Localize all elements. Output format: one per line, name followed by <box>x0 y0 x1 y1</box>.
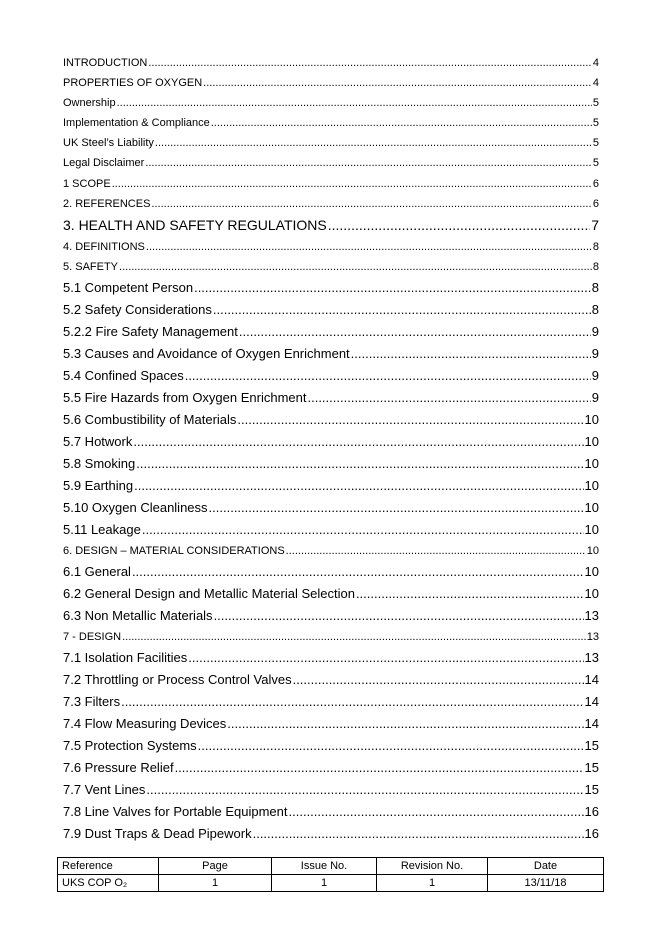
toc-entry-title: 5.11 Leakage <box>63 521 141 537</box>
toc-leader-dots <box>214 605 584 627</box>
toc-entry-page: 15 <box>584 759 599 775</box>
toc-entry[interactable] <box>63 823 599 845</box>
toc-entry-page: 5 <box>592 157 599 170</box>
toc-entry-page: 10 <box>586 544 599 557</box>
toc-entry-title: 6.3 Non Metallic Materials <box>63 607 213 623</box>
toc-entry-title: 5.6 Combustibility of Materials <box>63 411 237 427</box>
toc-leader-dots <box>203 73 592 93</box>
toc-leader-dots <box>136 453 583 475</box>
toc-leader-dots <box>121 691 583 713</box>
footer-page-value: 1 <box>159 875 272 892</box>
toc-entry-page: 4 <box>592 77 599 90</box>
toc-entry[interactable] <box>63 53 599 73</box>
toc-leader-dots <box>142 519 584 541</box>
toc-entry-page: 5 <box>592 137 599 150</box>
toc-entry-title: 5.4 Confined Spaces <box>63 367 184 383</box>
toc-leader-dots <box>117 93 592 113</box>
footer-value-row <box>58 875 604 892</box>
toc-entry-page: 10 <box>584 585 599 601</box>
toc-leader-dots <box>237 409 583 431</box>
toc-entry-title: 7.1 Isolation Facilities <box>63 649 188 665</box>
toc-entry-page: 8 <box>592 240 599 253</box>
toc-entry[interactable] <box>63 133 599 153</box>
toc-entry-title: 6.2 General Design and Metallic Material Selection <box>63 585 355 601</box>
toc-entry-title: 2. REFERENCES <box>63 197 151 210</box>
toc-leader-dots <box>146 237 592 257</box>
toc-leader-dots <box>351 343 591 365</box>
toc-entry-page: 13 <box>586 630 599 643</box>
footer-header-row <box>58 858 604 875</box>
toc-leader-dots <box>213 299 591 321</box>
footer-revision-value: 1 <box>377 875 488 892</box>
toc-entry-page: 9 <box>591 345 599 361</box>
toc-leader-dots <box>209 497 584 519</box>
toc-entry-title: 7.8 Line Valves for Portable Equipment <box>63 803 288 819</box>
toc-entry[interactable] <box>63 647 599 669</box>
toc-leader-dots <box>133 431 583 453</box>
toc-entry-title: UK Steel’s Liability <box>63 137 154 150</box>
toc-entry-page: 8 <box>591 301 599 317</box>
toc-entry-page: 16 <box>584 803 599 819</box>
toc-entry-page: 6 <box>592 177 599 190</box>
toc-entry-page: 6 <box>592 197 599 210</box>
table-of-contents <box>63 53 599 845</box>
toc-entry-title: 7.9 Dust Traps & Dead Pipework <box>63 825 252 841</box>
toc-entry-page: 10 <box>584 499 599 515</box>
toc-leader-dots <box>122 627 586 647</box>
toc-entry[interactable] <box>63 73 599 93</box>
toc-entry-title: 6. DESIGN – MATERIAL CONSIDERATIONS <box>63 544 285 557</box>
toc-entry-title: 5.2.2 Fire Safety Management <box>63 323 238 339</box>
footer-reference-value: UKS COP O₂ <box>58 875 159 892</box>
toc-entry-title: INTRODUCTION <box>63 57 148 69</box>
toc-entry-page: 7 <box>591 216 599 233</box>
toc-entry-title: Implementation & Compliance <box>63 117 210 130</box>
toc-entry-page: 10 <box>584 411 599 427</box>
toc-entry-page: 13 <box>584 649 599 665</box>
footer-header-reference: Reference <box>58 858 159 875</box>
toc-leader-dots <box>356 583 584 605</box>
toc-leader-dots <box>185 365 591 387</box>
document-control-table <box>57 857 604 892</box>
toc-entry-page: 5 <box>592 97 599 110</box>
footer-header-page: Page <box>159 858 272 875</box>
toc-leader-dots <box>155 133 592 153</box>
footer-date-value: 13/11/18 <box>488 875 604 892</box>
toc-leader-dots <box>239 321 591 343</box>
toc-entry-title: 7.4 Flow Measuring Devices <box>63 715 227 731</box>
toc-entry-title: 5.7 Hotwork <box>63 433 133 449</box>
toc-leader-dots <box>286 541 586 561</box>
toc-entry-title: 5.1 Competent Person <box>63 279 194 295</box>
toc-entry-page: 10 <box>584 521 599 537</box>
toc-entry[interactable] <box>63 237 599 257</box>
toc-entry[interactable] <box>63 257 599 277</box>
toc-entry[interactable] <box>63 757 599 779</box>
footer-header-revision: Revision No. <box>377 858 488 875</box>
toc-entry-title: Ownership <box>63 97 116 110</box>
toc-entry-page: 16 <box>584 825 599 841</box>
toc-entry[interactable] <box>63 153 599 173</box>
toc-entry[interactable] <box>63 214 599 237</box>
toc-entry-title: 7.2 Throttling or Process Control Valves <box>63 671 292 687</box>
toc-leader-dots <box>307 387 590 409</box>
toc-entry-title: 5.10 Oxygen Cleanliness <box>63 499 208 515</box>
toc-leader-dots <box>148 53 592 73</box>
toc-entry-title: 7.3 Filters <box>63 693 121 709</box>
toc-entry-title: 5. SAFETY <box>63 260 119 273</box>
toc-entry-page: 9 <box>591 323 599 339</box>
toc-leader-dots <box>145 153 592 173</box>
toc-leader-dots <box>175 757 584 779</box>
toc-leader-dots <box>198 735 584 757</box>
toc-entry[interactable] <box>63 343 599 365</box>
toc-entry-title: 4. DEFINITIONS <box>63 240 145 253</box>
toc-entry-page: 10 <box>584 563 599 579</box>
toc-entry-page: 13 <box>584 607 599 623</box>
toc-entry-page: 8 <box>591 279 599 295</box>
toc-entry-title: 5.2 Safety Considerations <box>63 301 212 317</box>
toc-entry[interactable] <box>63 113 599 133</box>
footer-header-issue: Issue No. <box>272 858 377 875</box>
toc-entry[interactable] <box>63 431 599 453</box>
toc-entry[interactable] <box>63 321 599 343</box>
toc-entry-title: 7.7 Vent Lines <box>63 781 146 797</box>
toc-leader-dots <box>112 174 592 194</box>
toc-entry[interactable] <box>63 519 599 541</box>
toc-entry[interactable] <box>63 583 599 605</box>
toc-entry-page: 9 <box>591 389 599 405</box>
toc-entry-title: 5.5 Fire Hazards from Oxygen Enrichment <box>63 389 307 405</box>
toc-leader-dots <box>227 713 583 735</box>
toc-entry-title: 7.5 Protection Systems <box>63 737 197 753</box>
toc-leader-dots <box>293 669 584 691</box>
toc-entry[interactable] <box>63 669 599 691</box>
toc-entry-page: 5 <box>592 117 599 130</box>
toc-entry[interactable] <box>63 605 599 627</box>
toc-entry-page: 8 <box>592 260 599 273</box>
toc-entry-page: 14 <box>584 671 599 687</box>
toc-entry[interactable] <box>63 713 599 735</box>
toc-entry[interactable] <box>63 497 599 519</box>
toc-entry-page: 15 <box>584 737 599 753</box>
toc-entry[interactable] <box>63 174 599 194</box>
toc-leader-dots <box>194 277 591 299</box>
footer-issue-value: 1 <box>272 875 377 892</box>
toc-entry-title: 7 - DESIGN <box>63 630 122 643</box>
toc-entry-page: 10 <box>584 477 599 493</box>
toc-entry[interactable] <box>63 93 599 113</box>
toc-entry[interactable] <box>63 541 599 561</box>
toc-leader-dots <box>119 257 592 277</box>
toc-entry[interactable] <box>63 561 599 583</box>
toc-entry-page: 14 <box>584 693 599 709</box>
toc-entry-title: 5.9 Earthing <box>63 477 134 493</box>
toc-entry-title: Legal Disclaimer <box>63 157 145 170</box>
toc-entry[interactable] <box>63 691 599 713</box>
toc-entry[interactable] <box>63 194 599 214</box>
toc-entry[interactable] <box>63 475 599 497</box>
toc-leader-dots <box>132 561 584 583</box>
toc-entry[interactable] <box>63 779 599 801</box>
toc-entry[interactable] <box>63 735 599 757</box>
toc-entry-title: 1 SCOPE <box>63 177 111 190</box>
toc-leader-dots <box>188 647 583 669</box>
toc-entry-title: 5.8 Smoking <box>63 455 136 471</box>
toc-leader-dots <box>146 779 583 801</box>
toc-leader-dots <box>151 194 591 214</box>
toc-entry[interactable] <box>63 387 599 409</box>
toc-entry-page: 15 <box>584 781 599 797</box>
toc-entry[interactable] <box>63 409 599 431</box>
toc-entry-page: 10 <box>584 455 599 471</box>
toc-entry[interactable] <box>63 453 599 475</box>
footer-header-date: Date <box>488 858 604 875</box>
toc-entry[interactable] <box>63 801 599 823</box>
toc-entry[interactable] <box>63 277 599 299</box>
toc-entry-title: 5.3 Causes and Avoidance of Oxygen Enrichment <box>63 345 350 361</box>
toc-entry-page: 9 <box>591 367 599 383</box>
toc-entry-title: PROPERTIES OF OXYGEN <box>63 77 203 90</box>
toc-entry-page: 10 <box>584 433 599 449</box>
toc-entry[interactable] <box>63 299 599 321</box>
toc-leader-dots <box>289 801 584 823</box>
toc-entry[interactable] <box>63 627 599 647</box>
toc-entry[interactable] <box>63 365 599 387</box>
toc-entry-title: 3. HEALTH AND SAFETY REGULATIONS <box>63 216 327 233</box>
toc-entry-title: 7.6 Pressure Relief <box>63 759 174 775</box>
toc-entry-page: 4 <box>592 57 599 69</box>
toc-leader-dots <box>253 823 584 845</box>
toc-leader-dots <box>328 214 590 237</box>
toc-entry-page: 14 <box>584 715 599 731</box>
toc-entry-title: 6.1 General <box>63 563 131 579</box>
toc-leader-dots <box>211 113 592 133</box>
toc-leader-dots <box>134 475 583 497</box>
